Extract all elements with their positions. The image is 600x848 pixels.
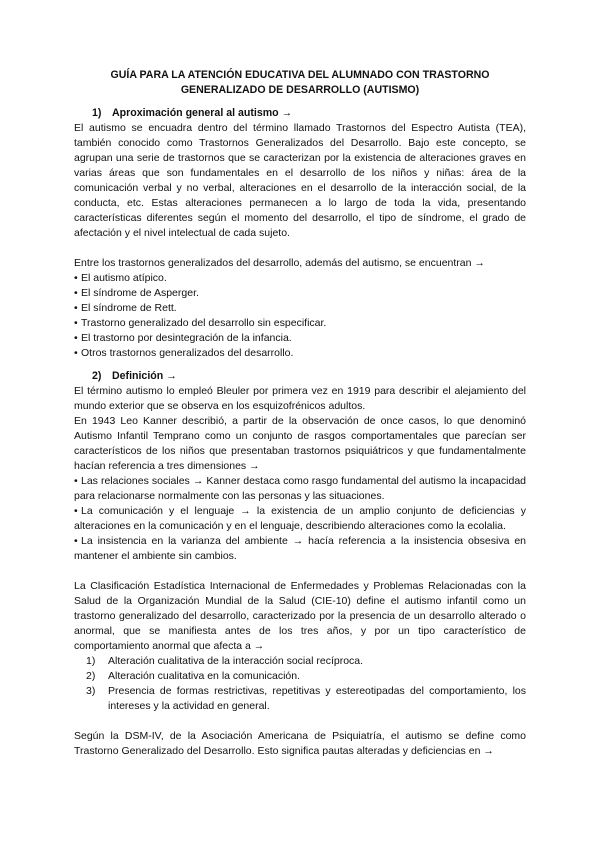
disorder-list: [74, 271, 526, 361]
document-title: GUÍA PARA LA ATENCIÓN EDUCATIVA DEL ALUMNADO CON TRASTORNO GENERALIZADO DE DESARROLLO (AUTISMO): [110, 69, 490, 96]
section-2-number: 2): [92, 370, 102, 382]
criteria-list: [74, 654, 526, 714]
section-1-paragraph: El autismo se encuadra dentro del término llamado Trastornos del Espectro Autista (TEA), también conocido como Trastornos Generalizados del Desarrollo. Bajo este concepto, se agrupan una serie de trastornos que se caracterizan por la existencia de alteraciones graves en varias áreas que son fundamentales en el desarrollo de los niños y niñas: área de la comunicación verbal y no verbal, alteraciones en el desarrollo de la interacción social, de la conducta, etc. Estas alteraciones permanecen a lo largo de toda la vida, presentando características diferentes según el momento del desarrollo, el tipo de síndrome, el grado de afectación y el nivel intelectual de cada sujeto.: [74, 122, 526, 239]
list-item: • Otros trastornos generalizados del desarrollo.: [74, 347, 294, 359]
list-item: • Las relaciones sociales → Kanner destaca como rasgo fundamental del autismo la incapacidad para relacionarse normalmente con las personas y las situaciones.: [74, 475, 526, 502]
section-1-number: 1): [92, 107, 102, 119]
section-1-list-intro: Entre los trastornos generalizados del desarrollo, además del autismo, se encuentran →: [74, 257, 485, 269]
section-2-paragraph-2: En 1943 Leo Kanner describió, a partir de la observación de once casos, lo que denominó Autismo Infantil Temprano como un conjunto de rasgos comportamentales que parecían ser característicos de los niños que presentaban trastornos psiquiátricos y que fundamentalmente hacían referencia a tres dimensiones →: [74, 415, 526, 472]
list-item: • Trastorno generalizado del desarrollo sin especificar.: [74, 317, 327, 329]
list-item: • El síndrome de Rett.: [74, 302, 177, 314]
list-item: 3) Presencia de formas restrictivas, repetitivas y estereotipadas del comportamiento, los intereses y la actividad en general.: [86, 685, 526, 712]
list-item: 2) Alteración cualitativa en la comunicación.: [86, 670, 301, 682]
list-item: • El autismo atípico.: [74, 272, 167, 284]
list-item: • El síndrome de Asperger.: [74, 287, 199, 299]
section-2-paragraph-4: Según la DSM-IV, de la Asociación Americana de Psiquiatría, el autismo se define como Trastorno Generalizado del Desarrollo. Esto significa pautas alteradas y deficiencias en →: [74, 730, 526, 757]
list-item: • El trastorno por desintegración de la infancia.: [74, 332, 292, 344]
list-item: • La insistencia en la varianza del ambiente → hacía referencia a la insistencia obsesiva en mantener el ambiente sin cambios.: [74, 535, 526, 562]
section-2-heading: [74, 369, 526, 384]
list-item: 1) Alteración cualitativa de la interacción social recíproca.: [86, 655, 364, 667]
section-2-paragraph-1: El término autismo lo empleó Bleuler por primera vez en 1919 para describir el alejamiento del mundo exterior que se observa en los esquizofrénicos adultos.: [74, 385, 526, 412]
list-item: • La comunicación y el lenguaje → la existencia de un amplio conjunto de deficiencias y alteraciones en la comunicación y en el lenguaje, describiendo alteraciones como la ecolalia.: [74, 505, 526, 532]
dimension-list: [74, 474, 526, 564]
section-1-heading-text: Aproximación general al autismo →: [112, 107, 293, 119]
section-2-paragraph-3: La Clasificación Estadística Internacional de Enfermedades y Problemas Relacionadas con la Salud de la Organización Mundial de la Salud (CIE-10) define el autismo infantil como un trastorno generalizado del desarrollo, caracterizado por la presencia de un desarrollo alterado o anormal, que se manifiesta antes de los tres años, y por un tipo característico de comportamiento anormal que afecta a →: [74, 580, 526, 652]
section-1-heading: [74, 106, 526, 121]
section-2-heading-text: Definición →: [112, 370, 177, 382]
